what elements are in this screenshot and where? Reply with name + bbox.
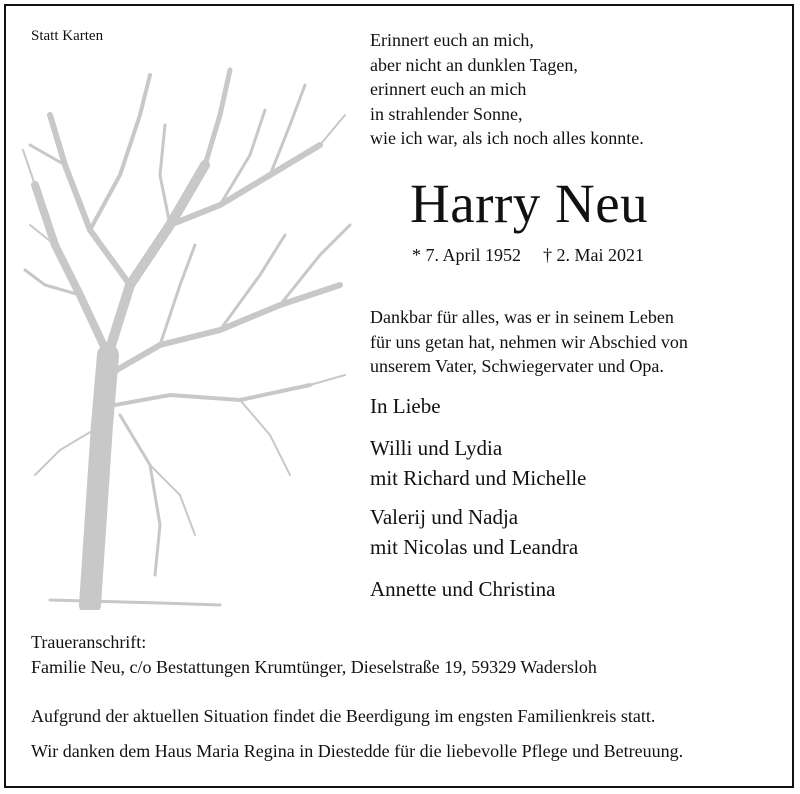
- poem-line: aber nicht an dunklen Tagen,: [370, 54, 578, 75]
- mourning-address: [31, 630, 597, 679]
- mourner-line: mit Nicolas und Leandra: [370, 535, 579, 559]
- birth-date: * 7. April 1952: [412, 245, 522, 265]
- poem-line: wie ich war, als ich noch alles konnte.: [370, 128, 644, 148]
- poem-line: in strahlender Sonne,: [370, 103, 523, 124]
- life-dates: [412, 245, 644, 266]
- poem: [370, 28, 644, 151]
- tree-illustration: [20, 55, 360, 610]
- thanks-text: [370, 305, 688, 379]
- statt-karten-label: Statt Karten: [31, 28, 104, 44]
- thanks-line: unserem Vater, Schwiegervater und Opa.: [370, 356, 664, 376]
- address-label: Traueranschrift:: [31, 632, 147, 652]
- thanks-line: für uns getan hat, nehmen wir Abschied von: [370, 331, 688, 352]
- in-liebe-text: In Liebe: [370, 394, 441, 418]
- mourner-group-3: [370, 574, 555, 604]
- poem-line: Erinnert euch an mich,: [370, 30, 534, 50]
- address-text: Familie Neu, c/o Bestattungen Krumtünger, Dieselstraße 19, 59329 Wadersloh: [31, 656, 597, 677]
- deceased-name: Harry Neu: [410, 173, 649, 234]
- mourner-group-1: [370, 433, 586, 493]
- mourner-line: Willi und Lydia: [370, 436, 503, 460]
- funeral-notice: Aufgrund der aktuellen Situation findet die Beerdigung im engsten Familienkreis statt.: [31, 706, 656, 726]
- in-liebe: [370, 391, 441, 421]
- death-date: † 2. Mai 2021: [543, 245, 645, 265]
- mourner-line: mit Richard und Michelle: [370, 466, 587, 490]
- mourner-line: Valerij und Nadja: [370, 505, 519, 529]
- mourner-line: Annette und Christina: [370, 577, 556, 601]
- poem-line: erinnert euch an mich: [370, 79, 527, 99]
- gratitude-notice: Wir danken dem Haus Maria Regina in Diestedde für die liebevolle Pflege und Betreuung.: [31, 741, 684, 761]
- thanks-line: Dankbar für alles, was er in seinem Leben: [370, 307, 674, 327]
- mourner-group-2: [370, 502, 578, 562]
